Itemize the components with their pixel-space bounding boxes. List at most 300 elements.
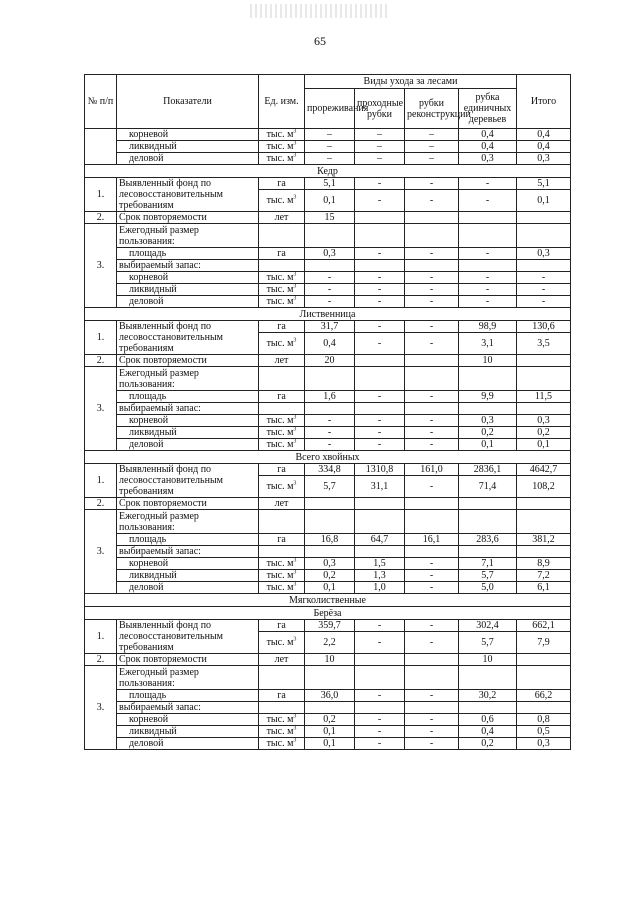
unit-cell	[259, 272, 305, 284]
empty-cell	[517, 224, 571, 248]
value-cell: 98,9	[459, 321, 517, 333]
value-cell: 0,1	[305, 582, 355, 594]
value-cell: -	[405, 272, 459, 284]
row-number: 1.	[85, 321, 117, 355]
row-number: 1.	[85, 178, 117, 212]
value-cell: -	[305, 284, 355, 296]
unit-cell: лет	[259, 654, 305, 666]
value-cell: 5,7	[459, 632, 517, 654]
value-cell: -	[405, 178, 459, 190]
row-label: деловой	[117, 582, 259, 594]
value-cell: 2836,1	[459, 464, 517, 476]
value-cell: 0,4	[459, 129, 517, 141]
forest-care-table	[84, 74, 571, 750]
unit-cell	[259, 582, 305, 594]
value-cell: 130,6	[517, 321, 571, 333]
unit-cell: га	[259, 391, 305, 403]
unit-cell: лет	[259, 498, 305, 510]
value-cell: –	[405, 153, 459, 165]
value-cell: -	[355, 726, 405, 738]
unit-text: тыс. м	[266, 481, 294, 492]
empty-cell	[355, 510, 405, 534]
value-cell: 10	[459, 654, 517, 666]
value-cell: -	[355, 738, 405, 750]
empty-cell	[405, 666, 459, 690]
page-number: 65	[314, 34, 326, 48]
value-cell: –	[355, 153, 405, 165]
value-cell: 5,0	[459, 582, 517, 594]
row-number: 2.	[85, 212, 117, 224]
value-cell: -	[459, 296, 517, 308]
value-cell: –	[405, 141, 459, 153]
unit-sup: 3	[293, 438, 297, 445]
table-row	[85, 296, 571, 308]
value-cell: 5,1	[305, 178, 355, 190]
value-cell: -	[355, 190, 405, 212]
value-cell: -	[355, 632, 405, 654]
unit-sup: 3	[293, 283, 297, 290]
value-cell: -	[355, 427, 405, 439]
empty-cell	[355, 702, 405, 714]
unit-text: тыс. м	[266, 582, 294, 593]
empty-cell	[459, 367, 517, 391]
row-number: 1.	[85, 464, 117, 498]
unit-cell	[259, 190, 305, 212]
value-cell	[305, 498, 355, 510]
value-cell: 662,1	[517, 620, 571, 632]
empty-cell	[305, 224, 355, 248]
value-cell: -	[405, 333, 459, 355]
value-cell: 71,4	[459, 476, 517, 498]
empty-cell	[355, 403, 405, 415]
value-cell: -	[405, 190, 459, 212]
col-single-tree-header: рубка единичных деревьев	[459, 89, 517, 129]
value-cell: 334,8	[305, 464, 355, 476]
unit-text: тыс. м	[266, 153, 294, 164]
unit-text: тыс. м	[266, 726, 294, 737]
unit-sup: 3	[293, 426, 297, 433]
value-cell: -	[405, 427, 459, 439]
table-row	[85, 224, 571, 248]
unit-cell: га	[259, 178, 305, 190]
empty-cell	[459, 666, 517, 690]
section-row	[85, 594, 571, 607]
section-title: Кедр	[85, 165, 571, 178]
value-cell: 6,1	[517, 582, 571, 594]
table-row	[85, 464, 571, 476]
value-cell: -	[405, 284, 459, 296]
row-label: корневой	[117, 129, 259, 141]
unit-cell	[259, 153, 305, 165]
header-row-1	[85, 75, 571, 89]
empty-cell	[459, 260, 517, 272]
value-cell: -	[405, 415, 459, 427]
value-cell: 0,4	[305, 333, 355, 355]
row-label: площадь	[117, 534, 259, 546]
value-cell: -	[405, 296, 459, 308]
col-unit-header: Ед. изм.	[259, 75, 305, 129]
value-cell: -	[305, 427, 355, 439]
table-row	[85, 714, 571, 726]
table-row	[85, 272, 571, 284]
table-row	[85, 738, 571, 750]
value-cell: -	[405, 726, 459, 738]
empty-cell	[405, 510, 459, 534]
col-thinning-header: прореживания	[305, 89, 355, 129]
unit-text: тыс. м	[266, 338, 294, 349]
value-cell	[405, 212, 459, 224]
row-label: ликвидный	[117, 726, 259, 738]
table-row	[85, 620, 571, 632]
row-label: деловой	[117, 439, 259, 451]
value-cell	[517, 654, 571, 666]
row-label: Выявленный фонд по лесовосстановительным требованиям	[117, 620, 259, 654]
value-cell: -	[355, 296, 405, 308]
value-cell	[405, 355, 459, 367]
value-cell: -	[459, 248, 517, 260]
value-cell: -	[355, 690, 405, 702]
unit-text: тыс. м	[266, 195, 294, 206]
section-title: Всего хвойных	[85, 451, 571, 464]
table-row	[85, 153, 571, 165]
unit-sup: 3	[293, 194, 297, 201]
unit-text: тыс. м	[266, 415, 294, 426]
empty-cell	[459, 510, 517, 534]
unit-sup: 3	[293, 140, 297, 147]
value-cell: 5,7	[459, 570, 517, 582]
value-cell: -	[405, 570, 459, 582]
value-cell: 5,1	[517, 178, 571, 190]
value-cell: -	[355, 439, 405, 451]
value-cell: 64,7	[355, 534, 405, 546]
empty-cell	[355, 546, 405, 558]
unit-text: тыс. м	[266, 296, 294, 307]
table-row	[85, 546, 571, 558]
empty-cell	[355, 224, 405, 248]
value-cell: 20	[305, 355, 355, 367]
unit-text: тыс. м	[266, 439, 294, 450]
section-title: Лиственница	[85, 308, 571, 321]
table-row	[85, 690, 571, 702]
section-row	[85, 607, 571, 620]
value-cell: -	[355, 248, 405, 260]
value-cell: 0,1	[517, 190, 571, 212]
value-cell: -	[305, 415, 355, 427]
value-cell: -	[405, 248, 459, 260]
value-cell: 0,4	[517, 129, 571, 141]
table-row	[85, 702, 571, 714]
unit-text: тыс. м	[266, 284, 294, 295]
unit-sup: 3	[293, 128, 297, 135]
value-cell: 0,1	[517, 439, 571, 451]
empty-cell	[305, 546, 355, 558]
unit-cell: лет	[259, 212, 305, 224]
value-cell: -	[355, 321, 405, 333]
value-cell: 4642,7	[517, 464, 571, 476]
row-number: 2.	[85, 654, 117, 666]
value-cell	[517, 212, 571, 224]
empty-cell	[517, 260, 571, 272]
value-cell: -	[405, 620, 459, 632]
care-types-header: Виды ухода за лесами	[305, 75, 517, 89]
value-cell	[459, 498, 517, 510]
section-row	[85, 451, 571, 464]
empty-cell	[459, 403, 517, 415]
value-cell: 302,4	[459, 620, 517, 632]
row-number: 2.	[85, 355, 117, 367]
value-cell: 0,3	[517, 153, 571, 165]
row-number: 1.	[85, 620, 117, 654]
value-cell	[459, 212, 517, 224]
row-label: ликвидный	[117, 284, 259, 296]
row-label: корневой	[117, 272, 259, 284]
row-label: Срок повторяемости	[117, 355, 259, 367]
value-cell: 10	[305, 654, 355, 666]
table-row	[85, 439, 571, 451]
value-cell: -	[405, 632, 459, 654]
table-row	[85, 367, 571, 391]
value-cell: 161,0	[405, 464, 459, 476]
unit-sup: 3	[293, 271, 297, 278]
table-row	[85, 141, 571, 153]
value-cell: 16,1	[405, 534, 459, 546]
unit-text: тыс. м	[266, 637, 294, 648]
row-label: выбираемый запас:	[117, 403, 259, 415]
unit-cell	[259, 738, 305, 750]
row-label: Ежегодный размер пользования:	[117, 367, 259, 391]
value-cell: 0,1	[305, 726, 355, 738]
scan-noise	[250, 4, 390, 18]
value-cell: -	[517, 272, 571, 284]
unit-cell	[259, 558, 305, 570]
value-cell: 0,2	[517, 427, 571, 439]
unit-sup: 3	[293, 480, 297, 487]
table-row	[85, 666, 571, 690]
unit-cell	[259, 284, 305, 296]
empty-cell	[305, 260, 355, 272]
table-row	[85, 427, 571, 439]
value-cell: 30,2	[459, 690, 517, 702]
empty-cell	[517, 702, 571, 714]
value-cell: 31,7	[305, 321, 355, 333]
unit-cell: га	[259, 620, 305, 632]
row-label: Выявленный фонд по лесовосстановительным требованиям	[117, 178, 259, 212]
value-cell: -	[405, 439, 459, 451]
row-label: выбираемый запас:	[117, 260, 259, 272]
empty-cell	[355, 260, 405, 272]
row-label: корневой	[117, 415, 259, 427]
value-cell: 0,3	[517, 415, 571, 427]
table-row	[85, 212, 571, 224]
value-cell: 7,9	[517, 632, 571, 654]
value-cell: –	[355, 129, 405, 141]
value-cell: -	[405, 690, 459, 702]
value-cell: -	[355, 272, 405, 284]
unit-sup: 3	[293, 557, 297, 564]
value-cell: 1,0	[355, 582, 405, 594]
unit-text: тыс. м	[266, 570, 294, 581]
row-label: корневой	[117, 714, 259, 726]
value-cell: 31,1	[355, 476, 405, 498]
row-label: площадь	[117, 248, 259, 260]
col-total-header: Итого	[517, 75, 571, 129]
empty-cell	[305, 702, 355, 714]
unit-text: тыс. м	[266, 427, 294, 438]
value-cell	[517, 355, 571, 367]
table-row	[85, 391, 571, 403]
table-row	[85, 178, 571, 190]
table-row	[85, 284, 571, 296]
unit-cell	[259, 427, 305, 439]
table-body	[85, 129, 571, 750]
value-cell: 0,4	[459, 726, 517, 738]
empty-cell	[259, 702, 305, 714]
empty-cell	[405, 403, 459, 415]
value-cell: -	[517, 296, 571, 308]
value-cell: -	[405, 558, 459, 570]
value-cell: 9,9	[459, 391, 517, 403]
value-cell: –	[305, 129, 355, 141]
empty-cell	[517, 546, 571, 558]
empty-cell	[459, 702, 517, 714]
value-cell: -	[305, 296, 355, 308]
row-label: корневой	[117, 558, 259, 570]
empty-cell	[517, 666, 571, 690]
value-cell: -	[355, 391, 405, 403]
unit-cell: га	[259, 464, 305, 476]
value-cell: 0,5	[517, 726, 571, 738]
section-title: Берёза	[85, 607, 571, 620]
row-label: ликвидный	[117, 427, 259, 439]
empty-cell	[405, 367, 459, 391]
unit-text: тыс. м	[266, 141, 294, 152]
empty-cell	[259, 403, 305, 415]
value-cell	[405, 654, 459, 666]
value-cell: –	[355, 141, 405, 153]
value-cell: 1,6	[305, 391, 355, 403]
empty-cell	[259, 367, 305, 391]
value-cell: -	[355, 620, 405, 632]
value-cell: -	[355, 714, 405, 726]
unit-text: тыс. м	[266, 272, 294, 283]
table-row	[85, 403, 571, 415]
unit-cell	[259, 296, 305, 308]
row-label: деловой	[117, 738, 259, 750]
unit-sup: 3	[293, 295, 297, 302]
value-cell: 0,6	[459, 714, 517, 726]
row-label: ликвидный	[117, 141, 259, 153]
value-cell: 1,3	[355, 570, 405, 582]
row-label: ликвидный	[117, 570, 259, 582]
unit-cell: га	[259, 321, 305, 333]
unit-cell	[259, 141, 305, 153]
unit-sup: 3	[293, 636, 297, 643]
empty-cell	[259, 666, 305, 690]
empty-cell	[405, 546, 459, 558]
row-label: площадь	[117, 391, 259, 403]
unit-cell: га	[259, 690, 305, 702]
row-label: Выявленный фонд по лесовосстановительным требованиям	[117, 464, 259, 498]
unit-sup: 3	[293, 737, 297, 744]
value-cell: 283,6	[459, 534, 517, 546]
unit-sup: 3	[293, 337, 297, 344]
value-cell: 2,2	[305, 632, 355, 654]
row-label: Выявленный фонд по лесовосстановительным требованиям	[117, 321, 259, 355]
unit-cell	[259, 439, 305, 451]
value-cell: –	[405, 129, 459, 141]
empty-cell	[459, 546, 517, 558]
value-cell: -	[405, 714, 459, 726]
value-cell: -	[459, 284, 517, 296]
empty-cell	[259, 546, 305, 558]
col-reconstruction-header: рубки реконструкции	[405, 89, 459, 129]
value-cell: 0,3	[305, 558, 355, 570]
value-cell: 66,2	[517, 690, 571, 702]
section-row	[85, 165, 571, 178]
unit-text: тыс. м	[266, 714, 294, 725]
value-cell: -	[405, 321, 459, 333]
row-label: деловой	[117, 153, 259, 165]
empty-cell	[517, 367, 571, 391]
unit-sup: 3	[293, 414, 297, 421]
value-cell: 7,2	[517, 570, 571, 582]
unit-sup: 3	[293, 569, 297, 576]
unit-cell	[259, 415, 305, 427]
value-cell	[405, 498, 459, 510]
unit-cell	[259, 632, 305, 654]
value-cell: 381,2	[517, 534, 571, 546]
value-cell: 11,5	[517, 391, 571, 403]
value-cell: 0,2	[305, 570, 355, 582]
empty-cell	[305, 403, 355, 415]
value-cell: 1310,8	[355, 464, 405, 476]
empty-cell	[405, 224, 459, 248]
value-cell: -	[459, 272, 517, 284]
unit-cell	[259, 476, 305, 498]
value-cell: 3,5	[517, 333, 571, 355]
col-indicator-header: Показатели	[117, 75, 259, 129]
row-number: 3.	[85, 510, 117, 594]
value-cell	[355, 654, 405, 666]
value-cell: 16,8	[305, 534, 355, 546]
value-cell: 8,9	[517, 558, 571, 570]
row-label: Срок повторяемости	[117, 654, 259, 666]
empty-cell	[259, 260, 305, 272]
value-cell: 5,7	[305, 476, 355, 498]
value-cell	[517, 498, 571, 510]
table-row	[85, 355, 571, 367]
unit-cell	[259, 129, 305, 141]
empty-cell	[405, 702, 459, 714]
value-cell	[355, 212, 405, 224]
table-row	[85, 248, 571, 260]
value-cell: 0,3	[517, 248, 571, 260]
unit-sup: 3	[293, 725, 297, 732]
empty-cell	[305, 510, 355, 534]
value-cell: -	[355, 415, 405, 427]
unit-sup: 3	[293, 152, 297, 159]
unit-sup: 3	[293, 713, 297, 720]
value-cell: -	[405, 476, 459, 498]
unit-cell	[259, 333, 305, 355]
table-row	[85, 582, 571, 594]
row-label: деловой	[117, 296, 259, 308]
unit-sup: 3	[293, 581, 297, 588]
value-cell: 10	[459, 355, 517, 367]
table-row	[85, 415, 571, 427]
table-row	[85, 129, 571, 141]
unit-cell: га	[259, 534, 305, 546]
